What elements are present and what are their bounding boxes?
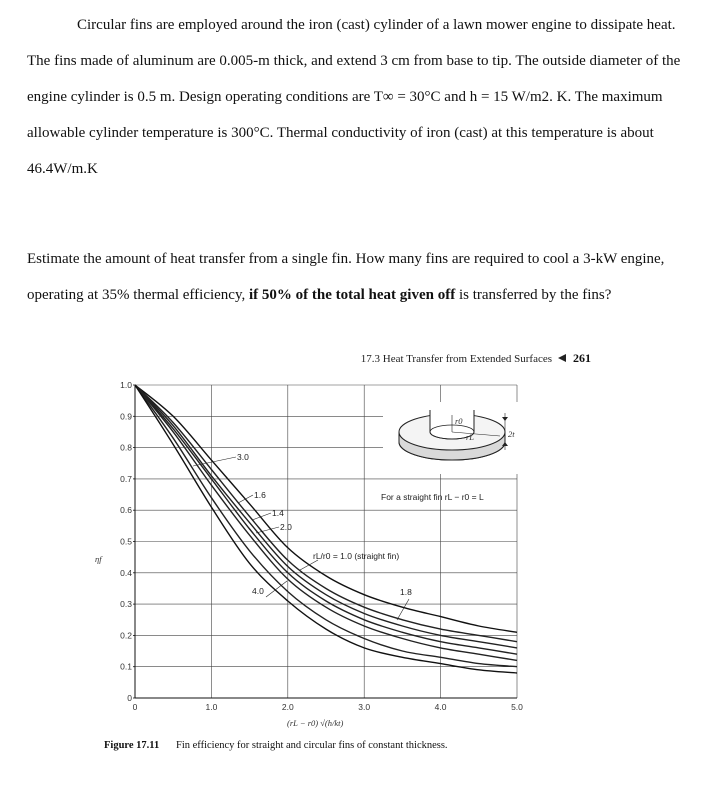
figure-caption-label: Figure 17.11 — [104, 740, 160, 751]
y-tick-label: 0.4 — [120, 567, 132, 578]
x-tick-label: 3.0 — [358, 702, 371, 712]
curve-label: 1.8 — [400, 587, 412, 597]
inset-rL-label: rL — [466, 432, 475, 442]
curve-label: 2.0 — [280, 522, 292, 532]
curve-label: 4.0 — [252, 586, 264, 596]
y-tick-label: 0 — [127, 693, 132, 703]
y-ticks — [120, 380, 135, 703]
x-ticks — [133, 702, 524, 712]
curve-label-leader — [397, 599, 409, 620]
straight-fin-label: rL/r0 = 1.0 (straight fin) — [313, 551, 400, 561]
curve-label-leader — [238, 495, 253, 503]
x-tick-label: 5.0 — [511, 702, 523, 712]
y-tick-label: 0.3 — [120, 599, 132, 610]
y-tick-label: 0.2 — [120, 630, 132, 641]
book-section-header: 17.3 Heat Transfer from Extended Surfaces — [360, 353, 552, 365]
curve-label: 1.6 — [254, 490, 266, 500]
x-tick-label: 2.0 — [281, 702, 294, 712]
inset-2t-label: 2t — [508, 429, 515, 439]
curve-label: 1.4 — [272, 508, 284, 518]
inset-r0-label: r0 — [455, 416, 463, 426]
y-tick-label: 0.5 — [120, 536, 132, 547]
x-tick-label: 1.0 — [205, 702, 218, 712]
curve-label: 3.0 — [237, 452, 249, 462]
problem-text-2-bold: if 50% of the total heat given off — [249, 287, 456, 303]
straight-fin-note: For a straight fin rL − r0 = L — [381, 492, 484, 502]
problem-text-1: Circular fins are employed around the iron (cast) cylinder of a lawn mower engine to dissipate heat. The fins made of aluminum are 0.005-m thick, and extend 3 cm from base to tip. The outside diameter of the engine cylinder is 0.5 m. Design operating conditions are T∞ = 30°C and h = 15 W/m2. K. The maximum allowable cylinder temperature is 300°C. Thermal conductivity of iron (cast) at this temperature is about 46.4W/m.K — [27, 17, 681, 177]
book-page-number: 261 — [573, 351, 591, 365]
y-tick-label: 0.7 — [120, 473, 132, 484]
y-tick-label: 0.1 — [120, 661, 132, 672]
y-tick-label: 1.0 — [120, 380, 132, 390]
figure-caption-text: Fin efficiency for straight and circular fins of constant thickness. — [176, 740, 448, 751]
y-tick-label: 0.9 — [120, 411, 132, 422]
y-tick-label: 0.6 — [120, 505, 132, 516]
x-axis-label: (rL − r0) √(h/kt) — [287, 718, 344, 728]
fin-inset-diagram — [383, 402, 523, 474]
problem-text-2c: is transferred by the fins? — [455, 287, 612, 303]
problem-text-2a: Estimate the amount of heat transfer from a single fin. How many fins are required to cool a 3-kW engine, operating at 35% thermal efficiency, — [27, 251, 665, 303]
x-tick-label: 0 — [132, 702, 138, 712]
y-axis-label: ηf — [95, 554, 102, 564]
header-triangle-icon — [558, 354, 566, 362]
x-tick-label: 4.0 — [434, 702, 447, 712]
y-tick-label: 0.8 — [120, 442, 132, 453]
